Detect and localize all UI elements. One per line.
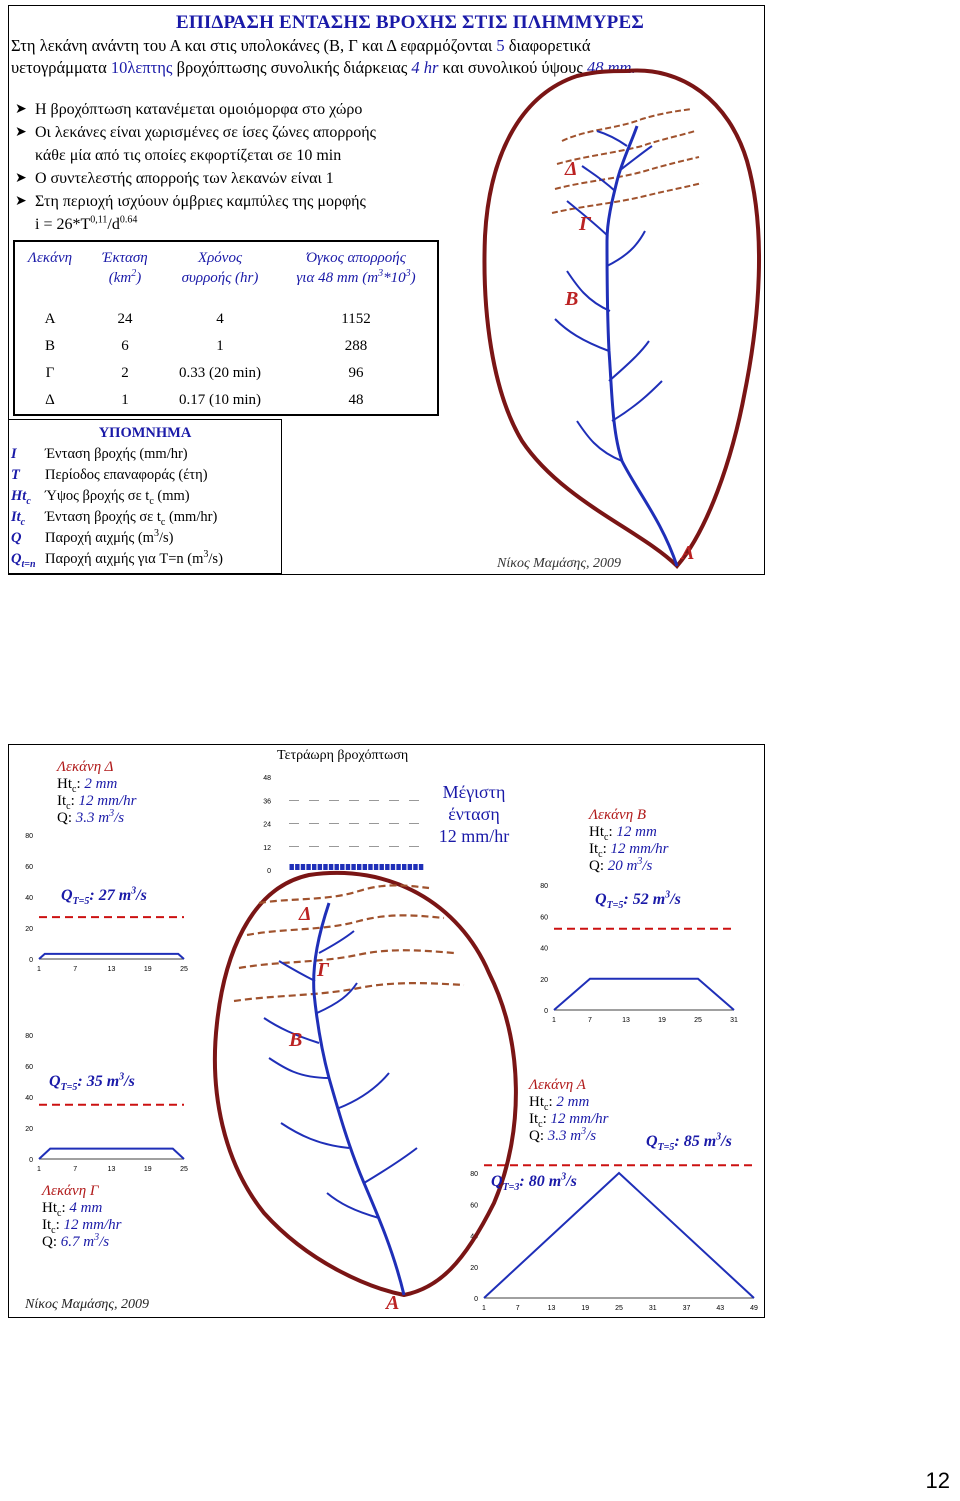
tributary	[607, 231, 645, 266]
q-sup: 3	[716, 1131, 722, 1143]
cap-unit: /s	[114, 810, 125, 826]
header-text: )	[136, 270, 142, 286]
desc-sup: 3	[153, 528, 159, 540]
label-basin-d: Δ	[299, 903, 312, 925]
legend-desc: Ένταση βροχής σε t	[45, 509, 161, 525]
legend-symbol	[11, 486, 45, 507]
y-tick-label: 40	[540, 945, 548, 953]
cap-value: 3.3 m	[75, 810, 110, 826]
peak-flow-b	[595, 889, 681, 912]
max-intensity-note	[419, 781, 529, 847]
y-tick-label: 36	[263, 798, 271, 806]
label-basin-g: Γ	[579, 213, 592, 235]
cap-label: Q	[57, 810, 68, 826]
tributary	[339, 1073, 389, 1108]
cell-basin: Β	[44, 338, 55, 354]
cap-label: Ht	[589, 824, 604, 840]
desc-sub: c	[149, 495, 154, 507]
caption-ht	[529, 1094, 608, 1111]
q-val: : 27 m	[89, 887, 132, 904]
cap-label: Q	[42, 1234, 53, 1250]
arrow-bullet-icon: ➤	[15, 125, 27, 140]
header-sup: 3	[405, 268, 411, 279]
label-basin-b: Β	[289, 1029, 303, 1051]
table-row	[14, 360, 438, 387]
cell-volume: 48	[348, 392, 364, 408]
x-tick-label: 19	[581, 1305, 590, 1312]
cell-area: 1	[121, 392, 129, 408]
legend-row	[9, 528, 281, 549]
x-tick-label: 7	[588, 1017, 592, 1024]
q-sub: T=5	[60, 1082, 78, 1094]
table-row	[14, 333, 438, 360]
y-tick-label: 20	[470, 1264, 478, 1272]
caption-basin-d	[57, 759, 136, 827]
y-tick-label: 0	[29, 957, 33, 964]
legend-desc: Παροχή αιχμής (m	[45, 530, 154, 546]
table-row	[14, 306, 438, 333]
bullet-item	[13, 121, 473, 144]
cell-basin: Α	[44, 311, 56, 327]
cap-colon: :	[542, 1111, 551, 1127]
cap-colon: :	[599, 858, 608, 874]
bullet-text: Οι λεκάνες είναι χωρισμένες σε ίσες ζώνες απορροής	[35, 124, 376, 141]
x-tick-label: 1	[552, 1017, 556, 1024]
formula-exp: 0,11	[90, 214, 108, 226]
hydrograph-line	[39, 1149, 184, 1159]
legend-desc: Ένταση βροχής (mm/hr)	[45, 446, 188, 462]
caption-q	[42, 1234, 121, 1251]
caption-q	[589, 858, 668, 875]
col-basin	[14, 241, 85, 306]
q-sup: 3	[561, 1171, 567, 1183]
intro-duration: 4 hr	[411, 58, 439, 77]
bullet-text: Στη περιοχή ισχύουν όμβριες καμπύλες της μορφής	[35, 193, 366, 210]
header-text: (km	[108, 270, 132, 286]
legend-desc: Ύψος βροχής σε t	[45, 488, 150, 504]
cap-sub: c	[538, 1119, 543, 1130]
arrow-bullet-icon: ➤	[15, 194, 27, 209]
sym-sub: c	[20, 516, 26, 528]
cap-colon: :	[76, 776, 85, 792]
q-pre: Q	[491, 1173, 503, 1190]
intro-count: 5	[496, 36, 505, 55]
max-line: ένταση	[448, 804, 500, 824]
cap-value: 4 mm	[69, 1200, 103, 1216]
label-basin-g: Γ	[317, 959, 330, 981]
legend-symbol	[11, 507, 45, 528]
hydrograph-line	[554, 979, 734, 1010]
cap-label: It	[57, 793, 67, 809]
cell-time: 4	[216, 311, 224, 327]
cell-volume: 1152	[341, 311, 371, 327]
peak-flow-d	[61, 885, 147, 908]
q-unit: /s	[136, 887, 147, 904]
q-pre: Q	[61, 887, 73, 904]
slide-basin-description	[8, 5, 765, 575]
bullet-item	[13, 167, 473, 190]
y-tick-label: 0	[29, 1157, 33, 1164]
cap-colon: :	[608, 824, 617, 840]
caption-ht	[42, 1200, 121, 1217]
label-basin-d: Δ	[565, 158, 578, 180]
cell-area: 24	[117, 311, 133, 327]
basin-map-2	[189, 863, 562, 1301]
header-text: Όγκος απορροής	[306, 250, 406, 266]
cap-sub: c	[66, 801, 71, 812]
caption-q	[57, 810, 136, 827]
bullet-continuation: κάθε μία από τις οποίες εκφορτίζεται σε 10 min	[35, 147, 342, 164]
header-text: Έκταση	[102, 250, 148, 266]
caption-title: Λεκάνη Γ	[42, 1183, 99, 1199]
q-pre: Q	[646, 1133, 658, 1150]
x-tick-label: 13	[547, 1305, 556, 1312]
header-text: Χρόνος	[197, 250, 243, 266]
cap-label: Ht	[57, 776, 72, 792]
cap-value: 2 mm	[84, 776, 118, 792]
peak-flow-a-t3	[491, 1171, 577, 1194]
arrow-bullet-icon: ➤	[15, 171, 27, 186]
q-sub: T=3	[502, 1182, 520, 1194]
cell-basin: Δ	[45, 392, 55, 408]
max-line: 12 mm/hr	[438, 826, 510, 846]
x-tick-label: 25	[180, 1166, 188, 1173]
caption-basin-a	[529, 1077, 608, 1145]
y-tick-label: 0	[474, 1296, 478, 1303]
bullet-text: Η βροχόπτωση κατανέμεται ομοιόμορφα στο χώρο	[35, 101, 363, 118]
symbol-legend	[9, 419, 282, 574]
y-tick-label: 40	[25, 895, 33, 902]
tributary	[279, 961, 315, 981]
slide-title: ΕΠΙΔΡΑΣΗ ΕΝΤΑΣΗΣ ΒΡΟΧΗΣ ΣΤΙΣ ΠΛΗΜΜΥΡΕΣ	[175, 12, 644, 33]
header-sup: 3	[378, 268, 384, 279]
zone-line	[552, 183, 702, 213]
legend-row	[9, 444, 281, 465]
label-basin-a: Α	[681, 542, 695, 564]
cap-sup: 3	[637, 856, 643, 867]
legend-symbol	[11, 549, 45, 570]
basin-boundary	[484, 71, 759, 566]
x-tick-label: 49	[750, 1305, 758, 1312]
cell-volume: 288	[344, 338, 368, 354]
y-tick-label: 24	[263, 821, 271, 829]
x-tick-label: 7	[515, 1305, 520, 1312]
cap-value: 2 mm	[556, 1094, 590, 1110]
assumptions-list	[13, 98, 473, 236]
x-tick-label: 19	[658, 1017, 666, 1024]
q-unit: /s	[124, 1073, 135, 1090]
sym-sub: c	[26, 495, 31, 507]
tributary	[269, 1058, 329, 1078]
cap-sup: 3	[581, 1126, 587, 1137]
caption-q	[529, 1128, 608, 1145]
header-text: για 48 mm (m	[296, 270, 379, 286]
cap-value: 12 mm	[616, 824, 657, 840]
x-tick-label: 13	[107, 1166, 116, 1173]
q-sup: 3	[119, 1071, 125, 1083]
cap-colon: :	[52, 1234, 61, 1250]
desc-sup: 3	[203, 549, 209, 561]
legend-title: ΥΠΟΜΝΗΜΑ	[98, 425, 192, 441]
cap-unit: /s	[642, 858, 653, 874]
intro-text-3: υετογράμματα	[11, 58, 111, 77]
q-unit: /s	[566, 1173, 577, 1190]
peak-flow-a-t5	[646, 1131, 732, 1154]
header-text: συρροής (hr)	[181, 270, 259, 286]
intro-text-5: και συνολικού ύψους	[438, 58, 588, 77]
cell-basin: Γ	[45, 365, 55, 381]
tributary	[319, 931, 354, 953]
basin-boundary	[215, 873, 516, 1295]
x-tick-label: 31	[648, 1305, 657, 1312]
cap-colon: :	[67, 810, 76, 826]
desc-sub: c	[160, 516, 166, 528]
tributary	[281, 1123, 349, 1148]
y-tick-label: 80	[25, 833, 33, 840]
cap-sub: c	[72, 784, 77, 795]
cap-sup: 3	[109, 808, 115, 819]
cap-sup: 3	[94, 1232, 100, 1243]
y-tick-label: 0	[544, 1008, 548, 1015]
tributary	[612, 381, 662, 421]
author-credit: Νίκος Μαμάσης, 2009	[497, 556, 622, 571]
cap-sub: c	[544, 1102, 549, 1113]
cap-label: Q	[589, 858, 600, 874]
slide-hydrographs	[8, 744, 765, 1318]
x-tick-label: 13	[107, 966, 116, 973]
legend-row	[9, 549, 281, 570]
cap-label: It	[42, 1217, 52, 1233]
caption-it	[57, 793, 136, 810]
basin-map	[467, 61, 764, 573]
x-tick-label: 25	[615, 1305, 623, 1312]
legend-symbol: I	[11, 446, 17, 462]
table-header-row	[14, 241, 438, 306]
zone-line	[239, 950, 454, 968]
q-pre: Q	[595, 891, 607, 908]
sym-sub: t=n	[21, 558, 36, 570]
q-val: : 52 m	[623, 891, 666, 908]
intro-step: 10λεπτης	[110, 58, 173, 77]
cap-label: It	[589, 841, 599, 857]
rainfall-hyetograph	[249, 755, 429, 880]
x-tick-label: 1	[37, 1166, 41, 1173]
hyetograph-plot	[263, 775, 424, 875]
sym-text: It	[11, 509, 21, 525]
sym-text: Ht	[11, 488, 27, 504]
caption-basin-b	[589, 807, 668, 875]
cap-colon: :	[55, 1217, 64, 1233]
hydrograph-line	[39, 954, 184, 959]
y-tick-label: 20	[25, 926, 33, 933]
intro-text-1: Στη λεκάνη ανάντη του Α και στις υπολοκάνες (Β, Γ και Δ εφαρμόζονται	[11, 36, 497, 55]
y-tick-label: 40	[25, 1095, 33, 1102]
legend-desc: Περίοδος επαναφοράς (έτη)	[45, 467, 208, 483]
col-time	[165, 241, 275, 306]
cap-sub: c	[598, 849, 603, 860]
cap-sub: c	[604, 832, 609, 843]
peak-flow-g	[49, 1071, 135, 1094]
desc-end: /s)	[158, 530, 174, 546]
y-tick-label: 40	[470, 1233, 478, 1241]
cap-label: Q	[529, 1128, 540, 1144]
y-tick-label: 20	[25, 1126, 33, 1133]
max-line: Μέγιστη	[442, 782, 506, 802]
basin-table	[13, 240, 439, 416]
x-tick-label: 1	[482, 1305, 486, 1312]
caption-title: Λεκάνη Α	[529, 1077, 586, 1093]
x-tick-label: 19	[143, 1166, 152, 1173]
tributary	[597, 131, 627, 146]
cap-value: 12 mm/hr	[78, 793, 137, 809]
x-tick-label: 19	[143, 966, 152, 973]
bullet-text: Ο συντελεστής απορροής των λεκανών είναι 1	[35, 170, 334, 187]
bullet-item	[13, 190, 473, 213]
caption-ht	[57, 776, 136, 793]
x-tick-label: 25	[180, 966, 188, 973]
y-tick-label: 80	[470, 1171, 478, 1178]
intro-text-2: διαφορετικά	[504, 36, 591, 55]
cell-time: 0.33 (20 min)	[178, 365, 262, 381]
cap-label: It	[529, 1111, 539, 1127]
y-tick-label: 60	[25, 864, 33, 871]
caption-it	[589, 841, 668, 858]
q-sub: T=5	[657, 1142, 675, 1154]
desc-end: (mm)	[153, 488, 190, 504]
arrow-bullet-icon: ➤	[15, 102, 27, 117]
cap-value: 6.7 m	[60, 1234, 95, 1250]
cap-colon: :	[70, 793, 79, 809]
label-basin-b: Β	[565, 288, 579, 310]
legend-row	[9, 486, 281, 507]
cell-time: 1	[216, 338, 224, 354]
cap-sub: c	[51, 1225, 56, 1236]
tributary	[364, 1148, 417, 1183]
caption-title: Λεκάνη Δ	[57, 759, 114, 775]
legend-symbol: Q	[11, 530, 22, 546]
y-tick-label: 60	[540, 914, 548, 922]
legend-desc: Παροχή αιχμής για T=n (m	[45, 551, 204, 567]
cap-unit: /s	[99, 1234, 110, 1250]
caption-ht	[589, 824, 668, 841]
header-text: Λεκάνη	[27, 250, 73, 266]
cap-value: 20 m	[607, 858, 638, 874]
x-tick-label: 1	[37, 966, 41, 973]
cap-colon: :	[602, 841, 611, 857]
y-tick-label: 20	[540, 976, 548, 984]
y-tick-label: 48	[263, 775, 271, 782]
cap-value: 3.3 m	[547, 1128, 582, 1144]
q-pre: Q	[49, 1073, 61, 1090]
tributary	[609, 341, 649, 381]
caption-basin-g	[42, 1183, 121, 1251]
x-tick-label: 25	[694, 1017, 702, 1024]
q-val: : 80 m	[519, 1173, 562, 1190]
hydrograph-basin-g	[9, 1025, 189, 1175]
legend-row	[9, 507, 281, 528]
table-row	[14, 387, 438, 415]
formula-exp: 0.64	[119, 214, 138, 226]
label-basin-a: Α	[386, 1292, 400, 1314]
cap-colon: :	[548, 1094, 557, 1110]
cap-value: 12 mm/hr	[63, 1217, 122, 1233]
cap-label: Ht	[42, 1200, 57, 1216]
cell-time: 0.17 (10 min)	[178, 392, 262, 408]
cap-colon: :	[539, 1128, 548, 1144]
formula-part: i = 26*T	[35, 216, 91, 233]
col-volume	[275, 241, 438, 306]
q-unit: /s	[721, 1133, 732, 1150]
cell-area: 2	[121, 365, 129, 381]
q-val: : 35 m	[77, 1073, 120, 1090]
cell-volume: 96	[348, 365, 364, 381]
idf-formula	[13, 213, 473, 236]
header-text: *10	[383, 270, 406, 286]
cap-value: 12 mm/hr	[610, 841, 669, 857]
y-tick-label: 60	[25, 1064, 33, 1071]
y-tick-label: 80	[540, 883, 548, 890]
caption-it	[529, 1111, 608, 1128]
legend-symbol: T	[11, 467, 20, 483]
x-tick-label: 31	[730, 1017, 738, 1024]
q-sup: 3	[131, 885, 137, 897]
y-tick-label: 0	[267, 868, 271, 875]
caption-title: Λεκάνη Β	[589, 807, 647, 823]
legend-row	[9, 465, 281, 486]
intro-depth: 48 mm.	[587, 58, 636, 77]
q-sup: 3	[665, 889, 671, 901]
intro-text-4: βροχόπτωσης συνολικής διάρκειας	[172, 58, 412, 77]
col-area	[85, 241, 165, 306]
cap-label: Ht	[529, 1094, 544, 1110]
cell-area: 6	[121, 338, 129, 354]
y-tick-label: 12	[263, 844, 271, 852]
cap-sub: c	[57, 1208, 62, 1219]
x-tick-label: 7	[73, 966, 78, 973]
q-sub: T=5	[72, 896, 90, 908]
y-tick-label: 80	[25, 1033, 33, 1040]
caption-it	[42, 1217, 121, 1234]
y-tick-label: 60	[470, 1202, 478, 1210]
formula-part: /d	[107, 216, 120, 233]
header-sup: 2	[131, 268, 137, 279]
tributary	[317, 983, 357, 1013]
tributary	[555, 319, 609, 351]
zone-line	[247, 915, 444, 935]
bullet-item	[13, 98, 473, 121]
header-text: )	[410, 270, 416, 286]
cap-colon: :	[61, 1200, 70, 1216]
q-val: : 85 m	[674, 1133, 717, 1150]
cap-unit: /s	[586, 1128, 597, 1144]
q-unit: /s	[670, 891, 681, 908]
author-credit: Νίκος Μαμάσης, 2009	[25, 1297, 150, 1312]
x-tick-label: 37	[682, 1305, 691, 1312]
x-tick-label: 13	[622, 1017, 630, 1024]
x-tick-label: 43	[716, 1305, 725, 1312]
desc-end: /s)	[208, 551, 223, 567]
desc-end: (mm/hr)	[165, 509, 218, 525]
q-sub: T=5	[606, 900, 624, 912]
hyetograph-title: Τετράωρη βροχόπτωση	[277, 748, 409, 763]
cap-value: 12 mm/hr	[550, 1111, 609, 1127]
x-tick-label: 7	[73, 1166, 78, 1173]
main-channel	[607, 126, 677, 566]
page-number: 12	[925, 1468, 950, 1493]
sym-text: Q	[11, 551, 22, 567]
